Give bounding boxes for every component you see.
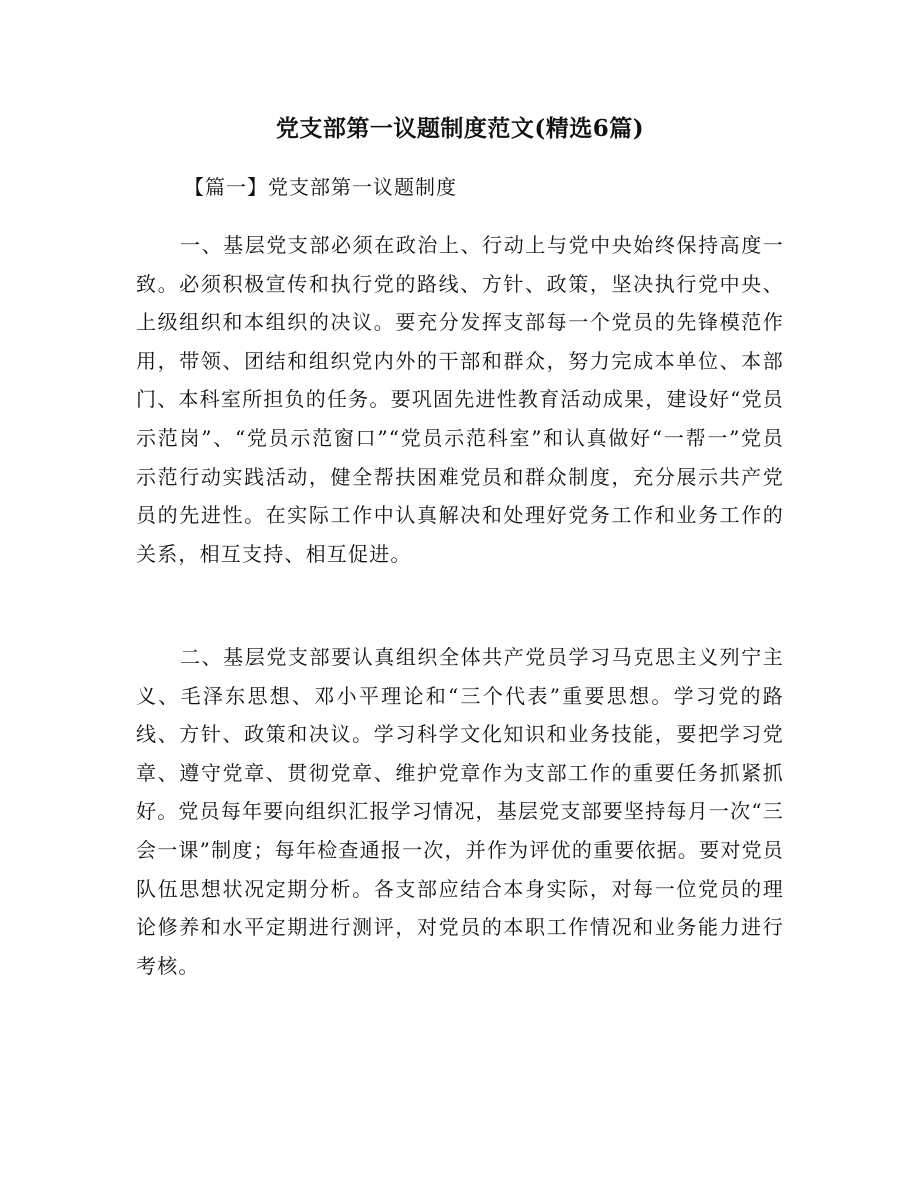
- paragraph-1: 一、基层党支部必须在政治上、行动上与党中央始终保持高度一致。必须积极宣传和执行党的路线、方针、政策，坚决执行党中央、上级组织和本组织的决议。要充分发挥支部每一个党员的先锋模范作用，带领、团结和组织党内外的干部和群众，努力完成本单位、本部门、本科室所担负的任务。要巩固先进性教育活动成果，建设好“党员示范岗”、“党员示范窗口”“党员示范科室”和认真做好“一帮一”党员示范行动实践活动，健全帮扶困难党员和群众制度，充分展示共产党员的先进性。在实际工作中认真解决和处理好党务工作和业务工作的关系，相互支持、相互促进。: [136, 233, 784, 566]
- document-title: 党支部第一议题制度范文(精选6篇): [275, 115, 645, 142]
- section-heading: 【篇一】党支部第一议题制度: [184, 175, 457, 199]
- paragraph-2: 二、基层党支部要认真组织全体共产党员学习马克思主义列宁主义、毛泽东思想、邓小平理论和“三个代表”重要思想。学习党的路线、方针、政策和决议。学习科学文化知识和业务技能，要把学习党章、遵守党章、贯彻党章、维护党章作为支部工作的重要任务抓紧抓好。党员每年要向组织汇报学习情况，基层党支部要坚持每月一次“三会一课”制度；每年检查通报一次，并作为评优的重要依据。要对党员队伍思想状况定期分析。各支部应结合本身实际，对每一位党员的理论修养和水平定期进行测评，对党员的本职工作情况和业务能力进行考核。: [136, 645, 784, 978]
